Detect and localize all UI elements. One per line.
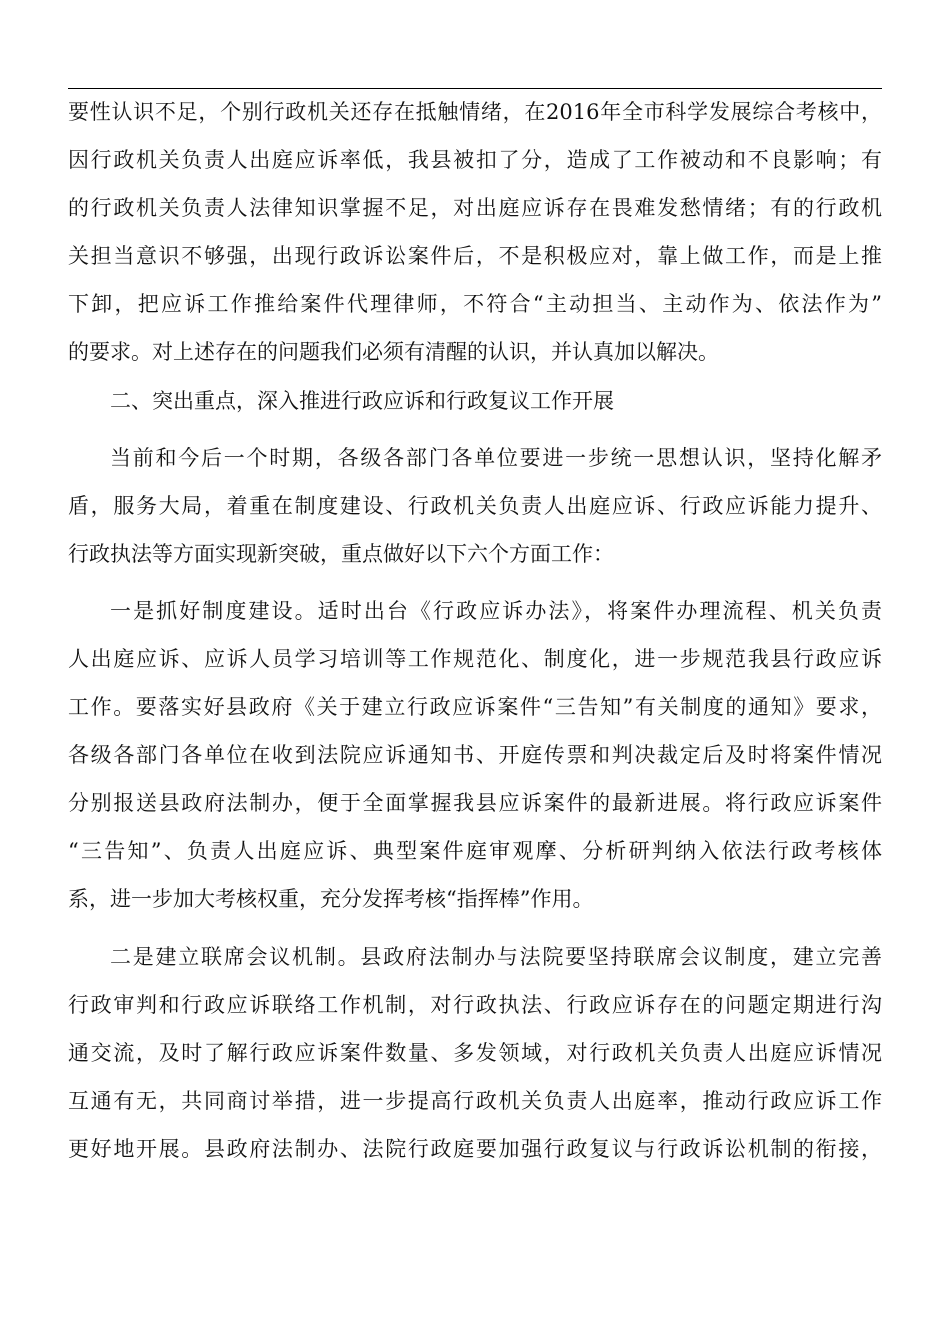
text-line: 的要求。对上述存在的问题我们必须有清醒的认识，并认真加以解决。 [68, 340, 719, 364]
text-line: 互通有无，共同商讨举措，进一步提高行政机关负责人出庭率，推动行政应诉工作 [68, 1089, 882, 1113]
text-line: 行政审判和行政应诉联络工作机制，对行政执法、行政应诉存在的问题定期进行沟 [68, 993, 882, 1017]
header-rule [68, 88, 882, 89]
text-line: 人出庭应诉、应诉人员学习培训等工作规范化、制度化，进一步规范我县行政应诉 [68, 647, 882, 671]
text-line: 分别报送县政府法制办，便于全面掌握我县应诉案件的最新进展。将行政应诉案件 [68, 791, 882, 815]
text-line: 当前和今后一个时期，各级各部门各单位要进一步统一思想认识，坚持化解矛 [110, 446, 882, 470]
text-line: 因行政机关负责人出庭应诉率低，我县被扣了分，造成了工作被动和不良影响；有 [68, 148, 882, 172]
text-line: 盾，服务大局，着重在制度建设、行政机关负责人出庭应诉、行政应诉能力提升、 [68, 494, 882, 518]
text-line: 的行政机关负责人法律知识掌握不足，对出庭应诉存在畏难发愁情绪；有的行政机 [68, 196, 882, 220]
text-line: 各级各部门各单位在收到法院应诉通知书、开庭传票和判决裁定后及时将案件情况 [68, 743, 882, 767]
text-line: 要性认识不足，个别行政机关还存在抵触情绪，在2016年全市科学发展综合考核中， [68, 100, 882, 124]
text-line: “三告知”、负责人出庭应诉、典型案件庭审观摩、分析研判纳入依法行政考核体 [68, 839, 882, 863]
text-line: 更好地开展。县政府法制办、法院行政庭要加强行政复议与行政诉讼机制的衔接， [68, 1137, 882, 1161]
text-line: 系，进一步加大考核权重，充分发挥考核“指挥棒”作用。 [68, 887, 594, 911]
text-line: 下卸，把应诉工作推给案件代理律师，不符合“主动担当、主动作为、依法作为” [68, 292, 882, 316]
text-line: 一是抓好制度建设。适时出台《行政应诉办法》，将案件办理流程、机关负责 [110, 599, 882, 623]
text-line: 二、突出重点，深入推进行政应诉和行政复议工作开展 [110, 389, 614, 413]
text-line: 关担当意识不够强，出现行政诉讼案件后，不是积极应对，靠上做工作，而是上推 [68, 244, 882, 268]
text-line: 行政执法等方面实现新突破，重点做好以下六个方面工作： [68, 542, 614, 566]
text-line: 工作。要落实好县政府《关于建立行政应诉案件“三告知”有关制度的通知》要求， [68, 695, 882, 719]
text-line: 通交流，及时了解行政应诉案件数量、多发领域，对行政机关负责人出庭应诉情况 [68, 1041, 882, 1065]
text-line: 二是建立联席会议机制。县政府法制办与法院要坚持联席会议制度，建立完善 [110, 945, 882, 969]
